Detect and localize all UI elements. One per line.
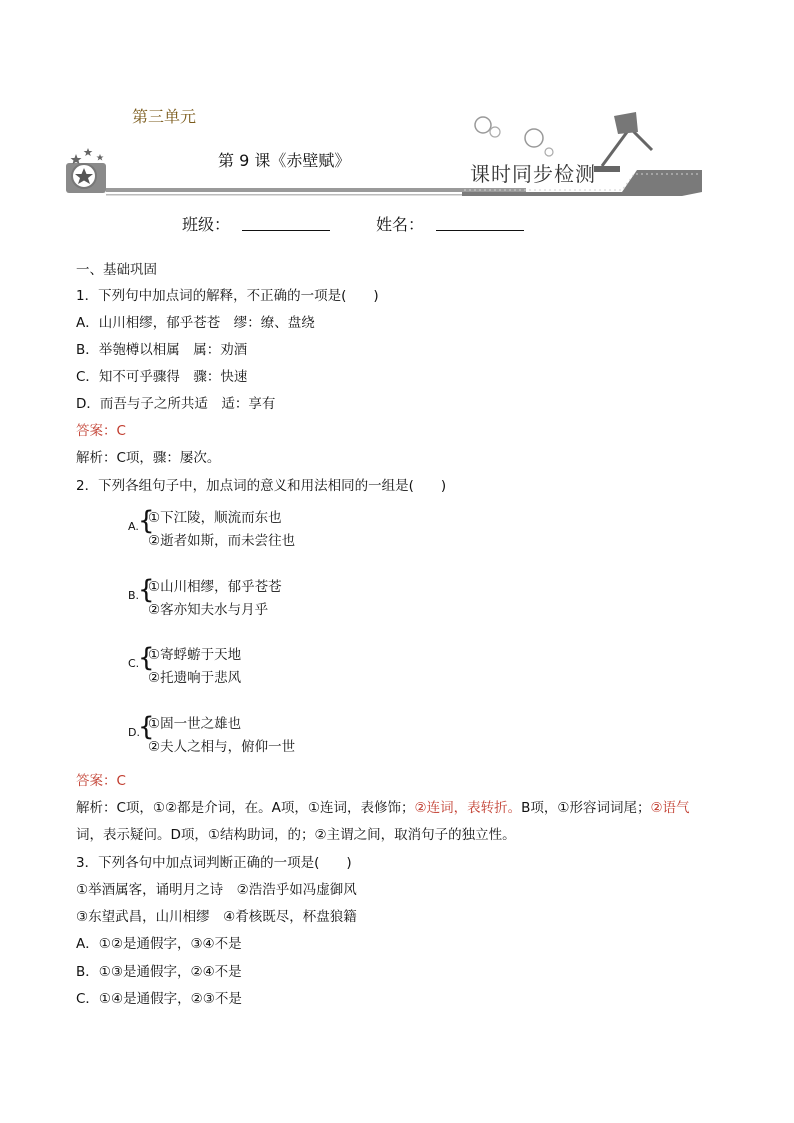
- q3-option-c: C．①④是通假字，②③不是: [76, 991, 242, 1007]
- q2-group-d-letter: D.: [128, 726, 140, 739]
- unit-title: 第三单元: [132, 107, 197, 126]
- brace: {: [138, 575, 155, 605]
- name-label: 姓名：: [376, 215, 425, 234]
- q2-group-d-line1: ①固一世之雄也: [148, 716, 242, 732]
- q2-group-b-line1: ①山川相缪，郁乎苍苍: [148, 579, 282, 595]
- q3-stem: 3．下列各句中加点词判断正确的一项是( ): [76, 855, 352, 871]
- q1-answer: 答案：C: [76, 423, 126, 439]
- q2-stem: 2．下列各组句子中，加点词的意义和用法相同的一组是( ): [76, 478, 447, 494]
- q1-option-b: B．举匏樽以相属 属：劝酒: [76, 342, 248, 358]
- q2-group-c-letter: C.: [128, 657, 140, 670]
- q1-option-d: D．而吾与子之所共适 适：享有: [76, 396, 276, 412]
- class-blank[interactable]: [242, 212, 330, 231]
- q1-option-c: C．知不可乎骤得 骤：快速: [76, 369, 248, 385]
- q1-stem: 1．下列句中加点词的解释，不正确的一项是( ): [76, 288, 379, 304]
- q2-group-b-letter: B.: [128, 589, 140, 602]
- q3-option-b: B．①③是通假字，②④不是: [76, 964, 242, 980]
- q2-analysis-part-b: ②连词，表转折。: [414, 800, 522, 816]
- q2-answer: 答案：C: [76, 773, 126, 789]
- desk-lamp-icon: [594, 112, 652, 172]
- q2-group-c-line1: ①寄蜉蝣于天地: [148, 647, 242, 663]
- q2-analysis-line2: 词，表示疑问。D项，①结构助词，的；②主谓之间，取消句子的独立性。: [76, 827, 516, 843]
- q2-group-c-line2: ②托遗响于悲风: [148, 670, 242, 686]
- q1-option-a: A．山川相缪，郁乎苍苍 缪：缭、盘绕: [76, 315, 315, 331]
- q2-analysis-part-c: B项，①形容词词尾；: [521, 800, 651, 816]
- q1-analysis: 解析：C项，骤：屡次。: [76, 450, 221, 466]
- name-blank[interactable]: [436, 212, 524, 231]
- q3-line1: ①举酒属客，诵明月之诗 ②浩浩乎如冯虚御风: [76, 882, 357, 898]
- brace: {: [138, 506, 155, 536]
- star-badge-icon: [66, 148, 106, 193]
- q2-analysis-part-a: 解析：C项，①②都是介词，在。A项，①连词，表修饰；: [76, 800, 415, 816]
- class-label: 班级：: [182, 215, 231, 234]
- q3-option-a: A．①②是通假字，③④不是: [76, 936, 242, 952]
- q2-group-b-line2: ②客亦知夫水与月乎: [148, 602, 269, 618]
- brace: {: [138, 712, 155, 742]
- brace: {: [138, 643, 155, 673]
- banner-title: 课时同步检测: [470, 162, 596, 186]
- q2-group-a-line2: ②逝者如斯，而未尝往也: [148, 533, 296, 549]
- q2-group-a-line1: ①下江陵，顺流而东也: [148, 510, 282, 526]
- q2-group-d-line2: ②夫人之相与，俯仰一世: [148, 739, 296, 755]
- section-title: 一、基础巩固: [76, 262, 157, 278]
- lesson-title: 第 9 课《赤壁赋》: [218, 151, 351, 170]
- q2-group-a-letter: A.: [128, 520, 139, 533]
- q3-line2: ③东望武昌，山川相缪 ④肴核既尽，杯盘狼籍: [76, 909, 357, 925]
- q2-analysis-part-d: ②语气: [650, 800, 690, 816]
- q2-analysis-line1: [76, 796, 690, 816]
